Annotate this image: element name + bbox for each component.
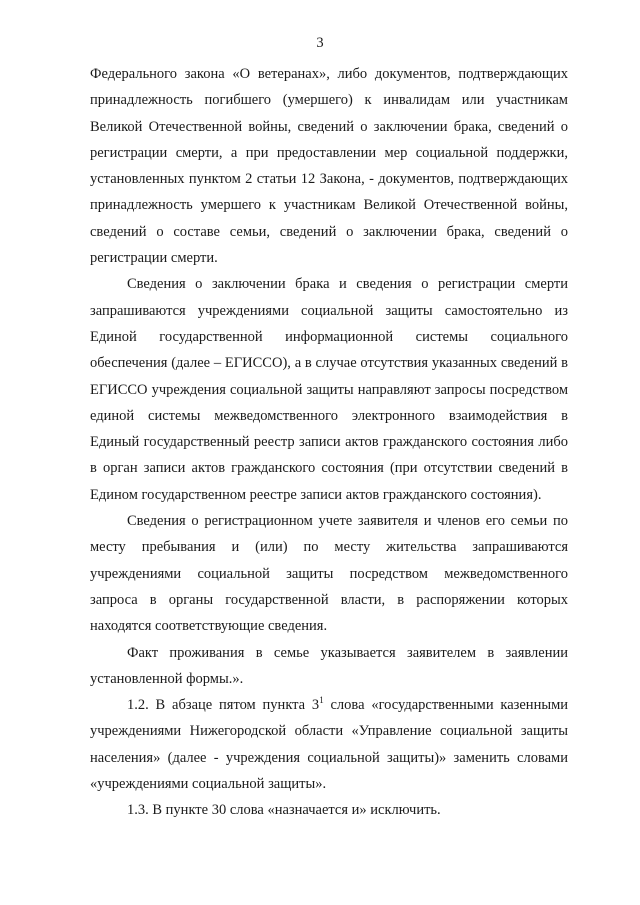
document-body <box>90 61 568 824</box>
paragraph-family-residence: Факт проживания в семье указывается заявителем в заявлении установленной формы.». <box>90 644 568 687</box>
paragraph-veterans-documents: Федерального закона «О ветеранах», либо документов, подтверждающих принадлежность погибшего (умершего) к инвалидам или участникам Великой Отечественной войны, сведений о заключении брака, сведений о регистрации смерти, а при предоставлении мер социальной поддержки, установленных пунктом 2 статьи 12 Закона, - документов, подтверждающих принадлежность умершего к участникам Великой Отечественной войны, сведений о составе семьи, сведений о заключении брака, сведений о регистрации смерти. <box>90 66 568 267</box>
page-number: 3 <box>316 35 324 51</box>
amendment-1-2-text-end: слова «государственными казенными учреждениями Нижегородской области «Управление социальной защиты населения» (далее - учреждения социальной защиты)» заменить словами «учреждениями социальной защиты». <box>90 697 569 793</box>
paragraph-registration-records: Сведения о регистрационном учете заявителя и членов его семьи по месту пребывания и (или) по месту жительства запрашиваются учреждениями социальной защиты посредством межведомственного запроса в органы государственной власти, в распоряжении которых находятся соответствующие сведения. <box>90 513 568 635</box>
paragraph-amendment-1-2 <box>90 692 568 797</box>
paragraph-marriage-death-records: Сведения о заключении брака и сведения о регистрации смерти запрашиваются учреждениями социальной защиты самостоятельно из Единой государственной информационной системы социального обеспечения (далее – ЕГИССО), а в случае отсутствия указанных сведений в ЕГИССО учреждения социальной защиты направляют запросы посредством единой системы межведомственного электронного взаимодействия в Единый государственный реестр записи актов гражданского состояния либо в орган записи актов гражданского состояния (при отсутствии сведений в Едином государственном реестре записи актов гражданского состояния). <box>90 276 568 503</box>
amendment-1-2-text-start: 1.2. В абзаце пятом пункта 3 <box>127 697 320 714</box>
paragraph-amendment-1-3: 1.3. В пункте 30 слова «назначается и» исключить. <box>127 802 441 819</box>
clause-superscript: 1 <box>319 695 324 706</box>
